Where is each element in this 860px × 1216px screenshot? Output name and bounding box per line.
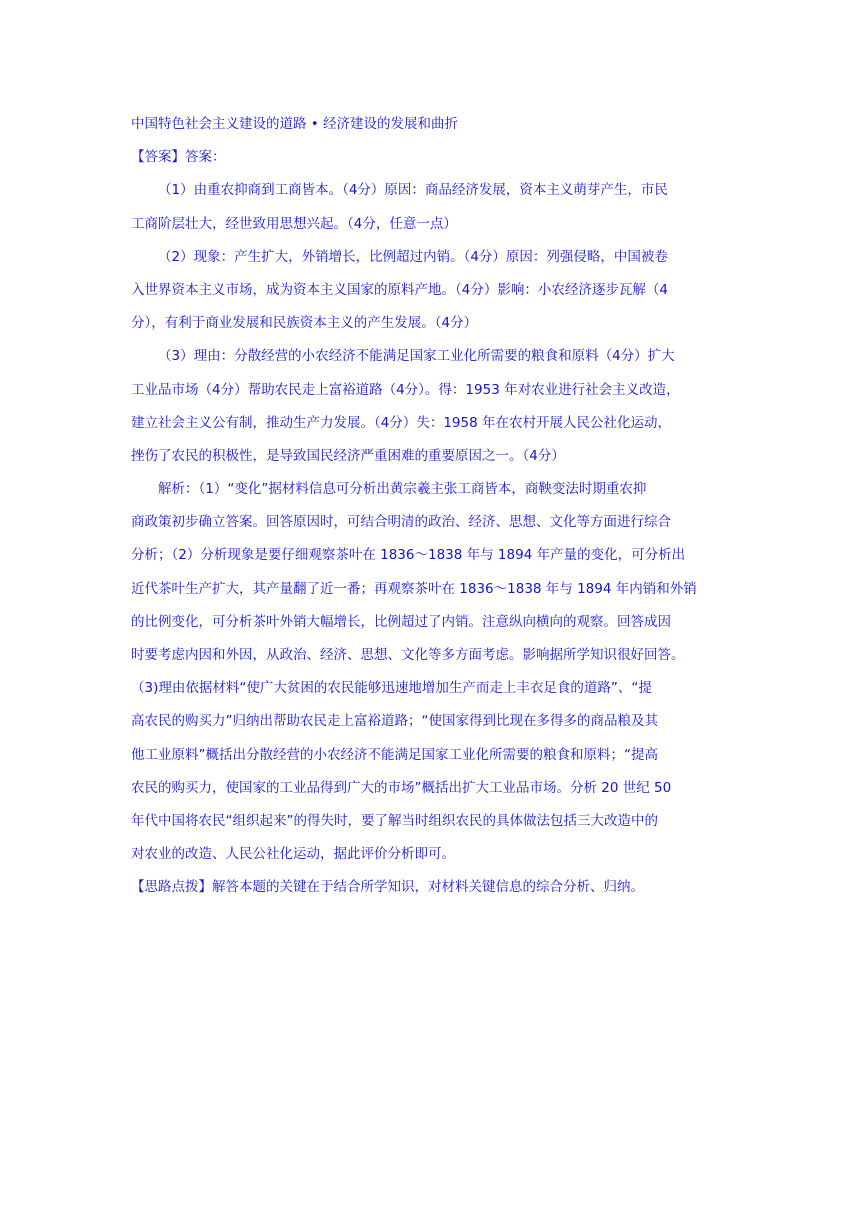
- text-line: （1）由重农抑商到工商皆本。（4分）原因：商品经济发展，资本主义萌芽产生，市民: [158, 182, 668, 199]
- text-line: （2）现象：产生扩大，外销增长，比例超过内销。（4分）原因：列强侵略，中国被卷: [158, 248, 668, 265]
- text-line: 近代茶叶生产扩大，其产量翻了近一番；再观察茶叶在 1836～1838 年与 1894 年内销和外销: [131, 580, 697, 597]
- text-line: 分析；（2）分析现象是要仔细观察茶叶在 1836～1838 年与 1894 年产量的变化，可分析出: [131, 547, 686, 564]
- text-line: 挫伤了农民的积极性，是导致国民经济严重困难的重要原因之一。（4分）: [131, 447, 565, 464]
- text-line: 解析：（1）“变化”据材料信息可分析出黄宗羲主张工商皆本，商鞅变法时期重农抑: [158, 481, 647, 498]
- text-line: 【答案】答案：: [131, 149, 226, 166]
- text-line: 建立社会主义公有制，推动生产力发展。（4分）失：1958 年在农村开展人民公社化运动，: [131, 414, 671, 431]
- text-line: 高农民的购买力”归纳出帮助农民走上富裕道路；“使国家得到比现在多得多的商品粮及其: [131, 713, 658, 730]
- text-line: 【思路点拨】解答本题的关键在于结合所学知识，对材料关键信息的综合分析、归纳。: [131, 879, 644, 896]
- text-line: （3)理由依据材料“使广大贫困的农民能够迅速地增加生产而走上丰衣足食的道路”、“提: [131, 680, 652, 697]
- text-line: 农民的购买力，使国家的工业品得到广大的市场”概括出扩大工业品市场。分析 20 世纪 50: [131, 779, 672, 796]
- text-line: 商政策初步确立答案。回答原因时，可结合明清的政治、经济、思想、文化等方面进行综合: [131, 514, 671, 531]
- text-line: （3）理由：分散经营的小农经济不能满足国家工业化所需要的粮食和原料（4分）扩大: [158, 348, 675, 365]
- text-line: 的比例变化，可分析茶叶外销大幅增长，比例超过了内销。注意纵向横向的观察。回答成因: [131, 613, 671, 630]
- text-line: 入世界资本主义市场，成为资本主义国家的原料产地。（4分）影响：小农经济逐步瓦解（4: [131, 281, 668, 298]
- text-line: 他工业原料”概括出分散经营的小农经济不能满足国家工业化所需要的粮食和原料；“提高: [131, 746, 658, 763]
- text-line: 工业品市场（4分）帮助农民走上富裕道路（4分）。得：1953 年对农业进行社会主义改造，: [131, 381, 680, 398]
- text-line: 中国特色社会主义建设的道路 • 经济建设的发展和曲折: [131, 116, 459, 132]
- document-body: [131, 108, 731, 905]
- text-line: 时要考虑内因和外因，从政治、经济、思想、文化等多方面考虑。影响据所学知识很好回答。: [131, 647, 685, 663]
- text-line: 分），有利于商业发展和民族资本主义的产生发展。（4分）: [131, 315, 478, 332]
- text-line: 工商阶层壮大，经世致用思想兴起。（4分，任意一点）: [131, 215, 457, 232]
- text-line: 对农业的改造、人民公社化运动，据此评价分析即可。: [131, 846, 455, 863]
- text-line: 年代中国将农民“组织起来”的得失时，要了解当时组织农民的具体做法包括三大改造中的: [131, 812, 658, 829]
